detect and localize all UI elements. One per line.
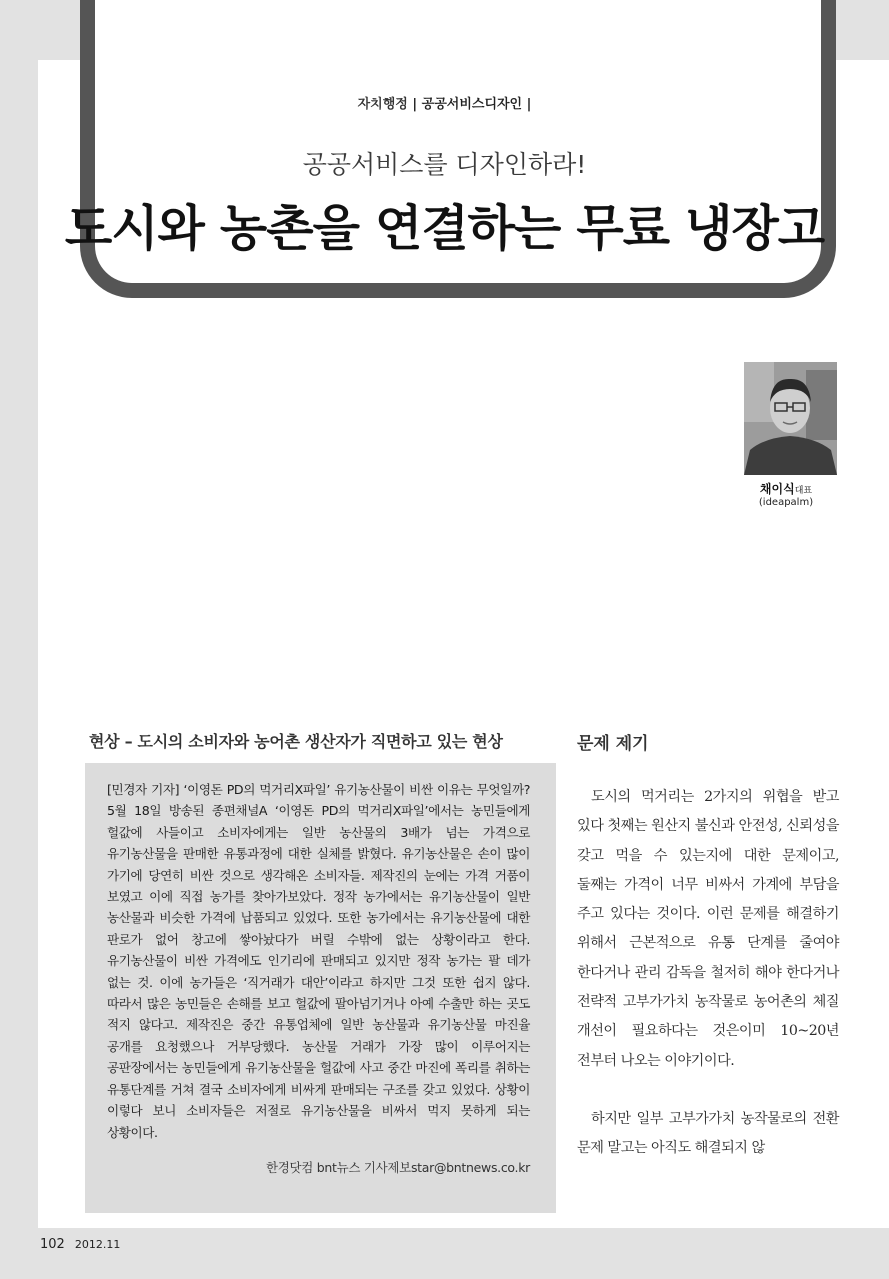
article-subtitle: 공공서비스를 디자인하라! [302, 150, 587, 179]
category-sub: | 공공서비스디자인 | [412, 97, 532, 112]
section-heading-phenomenon: 현상 – 도시의 소비자와 농어촌 생산자가 직면하고 있는 현상 [89, 732, 503, 751]
author-role: 대표 [794, 486, 813, 496]
body-paragraph: 도시의 먹거리는 2가지의 위협을 받고 있다 첫째는 원산지 불신과 안전성, 신뢰성을 갖고 먹을 수 있는지에 대한 문제이고, 둘째는 가격이 너무 비싸서 가계에 부담을 주고 있다는 것이다. 이런 문제를 해결하기 위해서 근본적으로 유통 단계를 줄여야 한다거나 관리 감독을 철저히 해야 한다거나 전략적 고부가가치 농작물로 농어촌의 체질 개선이 필요하다는 것은이미 10~20년 전부터 나오는 이야기이다. [577, 789, 839, 1069]
author-name: 채이식 [759, 482, 795, 496]
section-heading-problem: 문제 제기 [577, 734, 649, 754]
body-column [577, 783, 839, 1164]
author-name-line [730, 480, 842, 497]
quote-text: [민경자 기자] ‘이영돈 PD의 먹거리X파일’ 유기농산물이 비싼 이유는 무엇일까? 5월 18일 방송된 종편채널A ‘이영돈 PD의 먹거리X파일’에서는 농민들에게 헐값에 사들이고 소비자에게는 일반 농산물의 3배가 넘는 가격으로 유기농산물을 판매한 유통과정에 대한 실체를 밝혔다. 유기농산물은 손이 많이 가기에 당연히 비싼 것으로 생각해온 소비자들. 제작진의 눈에는 가격 거품이 보였고 이에 직접 농가를 찾아가보았다. 정작 농가에서는 유기농산물이 일반 농산물과 비슷한 가격에 납품되고 있었다. 또한 농가에서는 유기농산물에 대한 판로가 없어 창고에 쌓아놨다가 버릴 수밖에 없는 상황이라고 한다. 유기농산물이 비싼 가격에도 인기리에 판매되고 있지만 정작 농가는 팔 데가 없는 것. 이에 농가들은 ‘직거래가 대안’이라고 하지만 그것 또한 쉽지 않다. 따라서 많은 농민들은 손해를 보고 헐값에 팔아넘기거나 아예 수출만 하는 곳도 적지 않다고. 제작진은 중간 유통업체에 일반 농산물과 유기농산물 마진율 공개를 요청했으나 거부당했다. 농산물 거래가 가장 많이 이루어지는 공판장에서는 농민들에게 유기농산물을 헐값에 사고 중간 마진에 폭리를 취하는 유통단계를 거쳐 결국 소비자에게 비싸게 판매되는 구조를 갖고 있었다. 상황이 이렇다 보니 소비자들은 저절로 유기농산물을 비싸서 먹지 못하게 되는 상황이다. [107, 782, 530, 1140]
body-paragraph: 하지만 일부 고부가가치 농작물로의 전환 문제 말고는 아직도 해결되지 않 [577, 1110, 839, 1157]
article-title: 도시와 농촌을 연결하는 무료 냉장고 [64, 200, 825, 257]
author-portrait-icon [744, 362, 837, 475]
page-footer [40, 1237, 120, 1252]
category-main: 자치행정 [357, 97, 408, 112]
author-handle: (ideapalm) [758, 497, 814, 508]
author-photo [744, 362, 837, 475]
category-line [0, 93, 889, 112]
issue-date: 2012.11 [74, 1238, 121, 1251]
quote-box [85, 763, 556, 1213]
page-number: 102 [40, 1237, 65, 1252]
quote-source: 한경닷컴 bnt뉴스 기사제보star@bntnews.co.kr [265, 1160, 530, 1175]
